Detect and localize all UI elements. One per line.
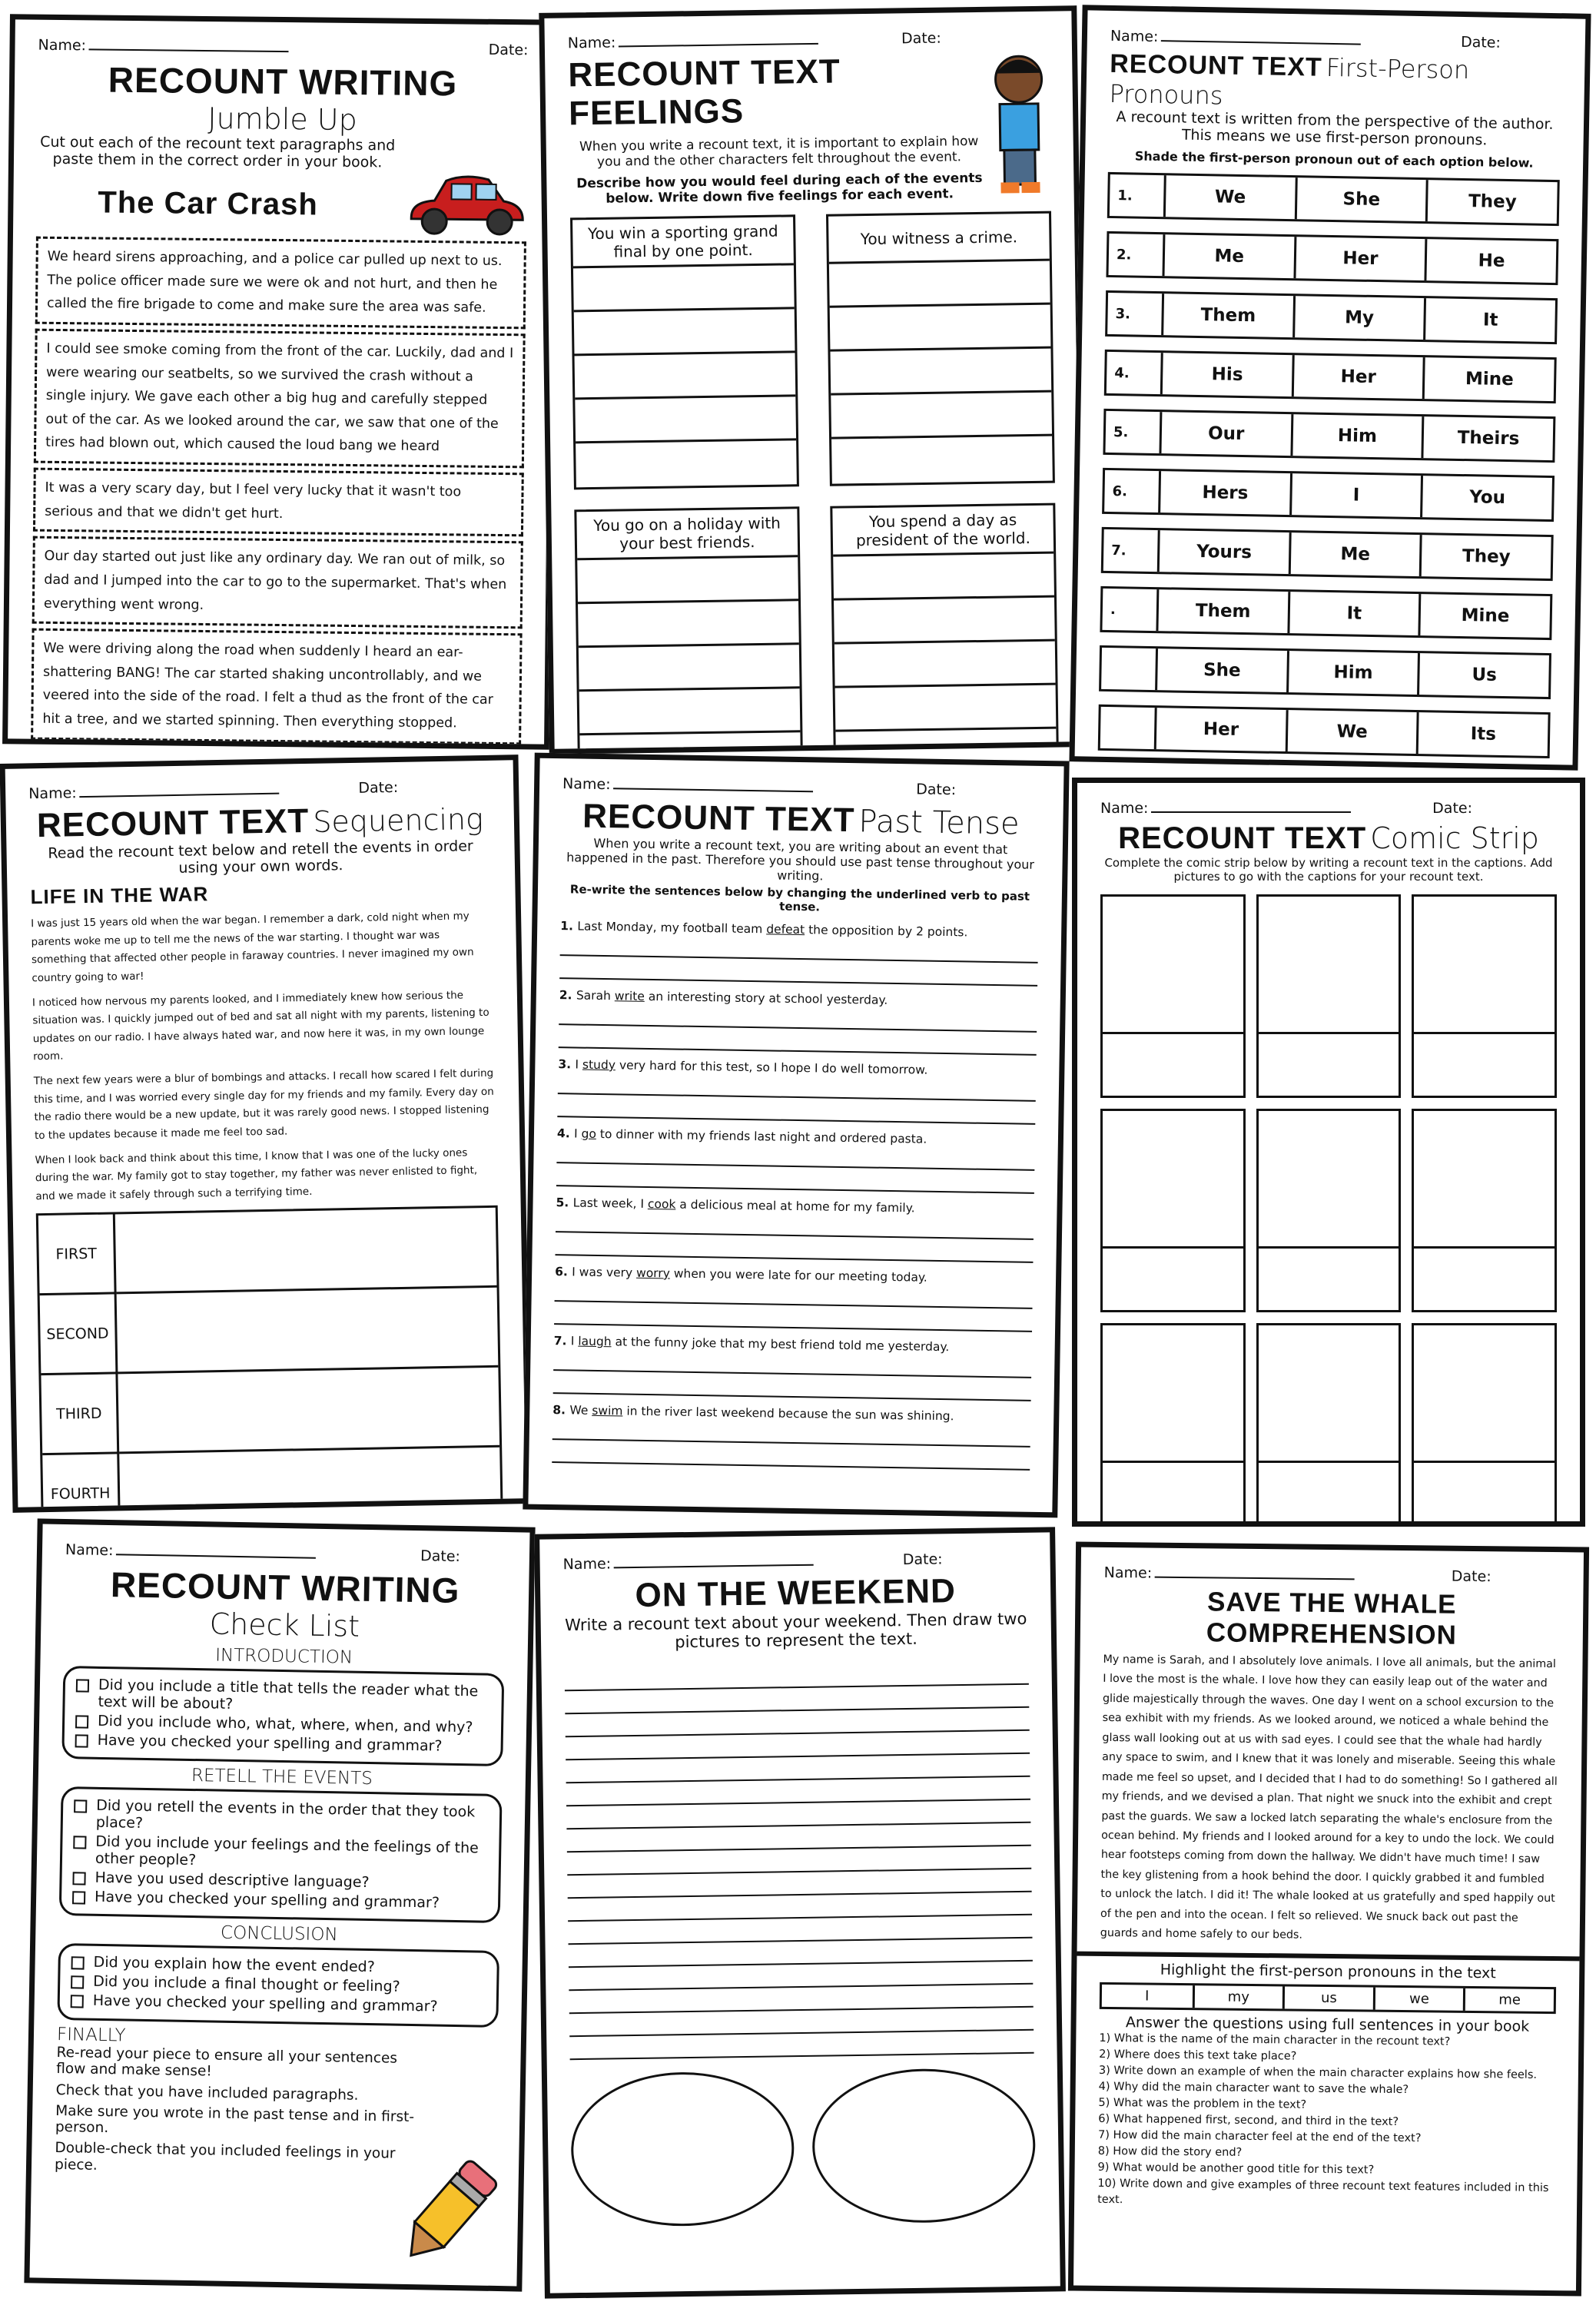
name-label: Name:	[38, 36, 87, 55]
checkbox[interactable]	[71, 1957, 84, 1970]
comprehension-question: 9) What would be another good title for this text?	[1097, 2161, 1375, 2177]
feeling-line[interactable]	[575, 353, 796, 400]
worksheet-save-the-whale	[1068, 1542, 1589, 2297]
checklist-item	[73, 1833, 489, 1874]
comic-panel	[1100, 1323, 1246, 1527]
name-label: Name:	[65, 1541, 114, 1560]
event-prompt: You win a sporting grand final by one point.	[572, 217, 794, 268]
pronoun-row	[1100, 586, 1552, 640]
checklist-text: Have you checked your spelling and grammar?	[97, 1731, 443, 1755]
pronoun-option[interactable]: Its	[1416, 712, 1548, 756]
page-title: ON THE WEEKEND	[635, 1572, 957, 1614]
comic-picture-area[interactable]	[1259, 897, 1399, 1034]
event-prompt: You go on a holiday with your best friends.	[576, 509, 798, 560]
date-label: Date:	[358, 778, 399, 797]
underlined-verb: write	[614, 989, 645, 1003]
pronoun-cell[interactable]: I	[1144, 1988, 1150, 2005]
sad-boy-icon	[987, 50, 1051, 197]
sentence-number: 6.	[555, 1265, 572, 1279]
sentence-text: very hard for this test, so I hope I do well tomorrow.	[615, 1058, 928, 1077]
date-label: Date:	[1451, 1567, 1491, 1586]
checklist-text: Have you used descriptive language?	[95, 1869, 370, 1891]
worksheet-weekend	[534, 1527, 1066, 2298]
pronoun-option[interactable]: Our	[1159, 412, 1291, 456]
comic-panel	[1256, 1109, 1402, 1312]
page-title: RECOUNT TEXT	[582, 797, 855, 840]
pronoun-option[interactable]: They	[1419, 535, 1551, 579]
page-subtitle: Comic Strip	[1370, 821, 1539, 855]
instructions: Complete the comic strip below by writing a recount text in the captions. Add pictures to go with the captions for your recount text.	[1104, 856, 1553, 884]
comprehension-question: 7) How did the main character feel at the end of the text?	[1097, 2128, 1422, 2144]
page-subtitle: First-Person Pronouns	[1109, 52, 1470, 111]
underlined-verb: go	[581, 1126, 597, 1141]
comprehension-question: 4) Why did the main character want to save the whale?	[1098, 2080, 1409, 2096]
comic-panel	[1412, 1109, 1557, 1312]
row-number	[1101, 648, 1156, 690]
sentence-number: 2.	[559, 988, 577, 1003]
underlined-verb: swim	[592, 1403, 623, 1418]
sequence-answer-box[interactable]	[115, 1208, 497, 1295]
feeling-line[interactable]	[578, 601, 799, 648]
comic-picture-area[interactable]	[1103, 1111, 1243, 1249]
pronoun-option[interactable]: Yours	[1157, 530, 1289, 574]
row-number	[1100, 707, 1155, 749]
comic-picture-area[interactable]	[1103, 897, 1243, 1034]
row-number: 2.	[1116, 246, 1132, 263]
checkbox[interactable]	[71, 1976, 84, 1989]
page-title: RECOUNT TEXT	[36, 801, 310, 845]
comprehension-question: 5) What was the problem in the text?	[1098, 2096, 1307, 2111]
feelings-box	[830, 503, 1059, 755]
sequence-label: FOURTH	[42, 1454, 121, 1513]
checklist-text: Did you include who, what, where, when, and why?	[97, 1712, 473, 1736]
checklist-text: Did you include a title that tells the reader what the text will be about?	[98, 1676, 479, 1713]
comic-caption-area[interactable]	[1414, 1463, 1555, 1524]
cut-out-paragraph: I could see smoke coming from the front of the car. Luckily, dad and I were wearing our seatbelts, so we survived the crash without a single injury. We gave each other a big hug and carefully stepped out of the car. As we looked around the car, we saw that one of the tires had blown out, which caused the loud bang we heard	[34, 329, 526, 469]
instructions: Read the recount text below and retell the events in order using your own words.	[48, 837, 473, 877]
sentence-text: to dinner with my friends last night and ordered pasta.	[596, 1126, 927, 1146]
name-label: Name:	[1110, 27, 1159, 46]
feeling-line[interactable]	[575, 396, 796, 443]
pronoun-option[interactable]: She	[1294, 177, 1426, 221]
finally-item: Re-read your piece to ensure all your sentences flow and make sense!	[56, 2044, 398, 2080]
page-subtitle: Past Tense	[858, 804, 1020, 842]
pronoun-option[interactable]: He	[1425, 239, 1557, 283]
underlined-verb: defeat	[766, 922, 805, 937]
finally-item: Check that you have included paragraphs.	[55, 2081, 359, 2104]
page-subtitle: Check List	[209, 1607, 360, 1643]
pronoun-option[interactable]: We	[1285, 710, 1417, 754]
name-label: Name:	[567, 34, 616, 52]
row-number: 7.	[1111, 542, 1126, 559]
sentence-number: 3.	[558, 1057, 576, 1072]
pronoun-option[interactable]: Them	[1156, 589, 1288, 633]
feeling-line[interactable]	[835, 685, 1057, 732]
sentence-number: 8.	[552, 1403, 570, 1418]
comprehension-question: 10) Write down and give examples of three recount text features included in this text.	[1097, 2177, 1549, 2206]
feeling-line[interactable]	[834, 642, 1056, 688]
sentence-text: I	[575, 1057, 583, 1072]
name-label: Name:	[1103, 1564, 1153, 1582]
date-label: Date:	[901, 29, 941, 48]
feeling-line[interactable]	[829, 261, 1050, 308]
story-text: My name is Sarah, and I absolutely love animals. I love all animals, but the animal I love the most is the whale. I love how they can easily leap out of the water and glide majestically through the waves. One day I went on a school excursion to the sea exhibit with my friends. As we looked around, we noticed a whale behind the glass wall looking out at us with sad eyes. I could see that the whale had hardly any space to swim, and I knew that it was lonely and miserable. Seeing this whale made me feel so upset, and I decided that I had to do something! So I gathered all my friends, and we devised a plan. That night we snuck into the exhibit and crept past the guards. We saw a locked latch separating the whale's enclosure from the ocean behind. My friends and I looked around for a key to undo the lock. We could hear footsteps coming from down the hallway. We didn't have much time! I saw the key glistening from a hook behind the door. I quickly grabbed it and fumbled to unlock the latch. I did it! The whale looked at us gratefully and sped happily out of the pen and into the ocean. I felt so relieved. We snuck back out past the guards and home safely to our beds.	[1100, 1653, 1558, 1942]
feelings-box	[826, 211, 1055, 486]
cut-out-paragraph: Our day started out just like any ordinary day. We ran out of milk, so dad and I jumped into the car to go to the supermarket. That's when everything went wrong.	[32, 536, 523, 629]
comic-panel	[1412, 894, 1557, 1098]
pronoun-cell[interactable]: me	[1463, 1988, 1554, 2011]
underlined-verb: worry	[635, 1265, 671, 1281]
red-car-icon	[403, 171, 527, 242]
name-label: Name:	[1100, 800, 1149, 817]
comic-caption-area[interactable]	[1259, 1034, 1399, 1096]
sentence-text: Last Monday, my football team	[577, 919, 767, 937]
underlined-verb: study	[582, 1057, 616, 1073]
pronoun-option[interactable]: His	[1160, 353, 1292, 396]
pronoun-option[interactable]: Mine	[1422, 357, 1555, 401]
pronoun-row	[1107, 172, 1560, 226]
pronoun-cell[interactable]: us	[1282, 1986, 1373, 2009]
feeling-line[interactable]	[573, 265, 795, 312]
pronoun-row	[1103, 409, 1555, 463]
intro: When you write a recount text, you are writing about an event that happened in the past. Therefore you should use past tense throughout your writing.	[566, 835, 1035, 884]
comic-picture-area[interactable]	[1259, 1325, 1399, 1463]
checkbox[interactable]	[75, 1734, 88, 1747]
highlight-heading: Highlight the first-person pronouns in the text	[1160, 1961, 1496, 1982]
instructions: Shade the first-person pronoun out of each option below.	[1134, 148, 1534, 171]
pronoun-option[interactable]: Me	[1288, 532, 1420, 576]
page-title: RECOUNT TEXT FEELINGS	[568, 52, 841, 133]
page-title: RECOUNT TEXT	[1118, 821, 1367, 855]
comprehension-question: 8) How did the story end?	[1097, 2144, 1243, 2159]
checkbox[interactable]	[72, 1891, 85, 1904]
feeling-line[interactable]	[835, 729, 1057, 755]
intro: When you write a recount text, it is important to explain how you and the other characters felt throughout the event.	[579, 133, 979, 170]
checklist-box	[61, 1666, 504, 1766]
checkbox[interactable]	[74, 1800, 87, 1813]
sentence-number: 5.	[556, 1196, 573, 1210]
worksheet-check-list	[24, 1518, 535, 2291]
date-label: Date:	[902, 1550, 943, 1569]
comic-picture-area[interactable]	[1414, 1325, 1555, 1463]
instructions: Re-write the sentences below by changing the underlined verb to past tense.	[569, 882, 1030, 914]
feeling-line[interactable]	[831, 436, 1053, 483]
page-subtitle: Sequencing	[312, 801, 484, 839]
story-paragraph: The next few years were a blur of bombings and attacks. I recall how scared I felt during this time, and I was worried every single day for my friends and my family. Every day on the radio there would be a new update, but it was rarely good news. I stopped listening to the updates because it made me feel too sad.	[33, 1066, 494, 1143]
checkbox[interactable]	[72, 1872, 85, 1885]
finally-heading: FINALLY	[56, 2024, 126, 2046]
pronoun-option[interactable]: Us	[1417, 653, 1549, 697]
comic-picture-area[interactable]	[1259, 1111, 1399, 1249]
feeling-line[interactable]	[579, 688, 801, 735]
checklist-box	[57, 1943, 499, 2028]
pronoun-option[interactable]: They	[1425, 180, 1558, 224]
checklist-box	[59, 1786, 503, 1923]
name-label: Name:	[562, 775, 611, 794]
name-label: Name:	[562, 1555, 612, 1574]
feeling-line[interactable]	[831, 393, 1052, 439]
instructions: Describe how you would feel during each of the events below. Write down five feelings for each event.	[576, 170, 983, 207]
pronoun-row	[1102, 468, 1555, 522]
pronoun-option[interactable]: My	[1292, 296, 1425, 340]
page-subtitle: Jumble Up	[207, 101, 357, 138]
worksheet-past-tense	[523, 753, 1069, 1518]
comic-picture-area[interactable]	[1414, 897, 1555, 1034]
pronoun-row	[1101, 527, 1554, 581]
sequence-answer-box[interactable]	[119, 1448, 501, 1513]
sentence-text: I	[570, 1334, 579, 1348]
sentence-text: a delicious meal at home for my family.	[675, 1197, 915, 1216]
sequence-label: FIRST	[38, 1215, 117, 1296]
feelings-box	[574, 506, 803, 755]
feeling-line[interactable]	[834, 598, 1055, 645]
instructions: Write a recount text about your weekend. Then draw two pictures to represent the text.	[564, 1609, 1027, 1652]
checklist-text: Did you explain how the event ended?	[93, 1954, 375, 1976]
pronoun-option[interactable]: Theirs	[1422, 416, 1554, 460]
finally-item: Make sure you wrote in the past tense and in first-person.	[55, 2102, 415, 2137]
event-prompt: You witness a crime.	[828, 214, 1050, 264]
pronoun-option[interactable]: Hers	[1158, 471, 1290, 515]
comic-caption-area[interactable]	[1414, 1249, 1555, 1310]
feeling-line[interactable]	[833, 554, 1054, 601]
worksheet-sequencing	[0, 755, 531, 1513]
row-number: 5.	[1113, 423, 1129, 440]
date-label: Date:	[1432, 800, 1472, 817]
comic-caption-area[interactable]	[1103, 1034, 1243, 1096]
sentence-number: 7.	[553, 1334, 571, 1348]
feeling-line[interactable]	[830, 349, 1051, 396]
picture-oval-1[interactable]	[570, 2071, 795, 2227]
feeling-line[interactable]	[577, 557, 798, 604]
date-label: Date:	[916, 781, 957, 799]
feelings-box	[570, 214, 799, 489]
sentence-text: We	[569, 1403, 592, 1418]
comic-caption-area[interactable]	[1103, 1249, 1243, 1310]
pronoun-option[interactable]: Him	[1286, 651, 1418, 695]
checkbox[interactable]	[73, 1836, 86, 1849]
pronoun-option[interactable]: It	[1423, 298, 1555, 342]
cut-out-paragraph: We heard sirens approaching, and a police car pulled up next to us. The police officer made sure we were ok and not hurt, and then he called the fire brigade to come and make sure the area was safe.	[35, 237, 526, 330]
pronoun-option[interactable]: Mine	[1418, 594, 1551, 638]
sentence-text: I was very	[572, 1265, 637, 1280]
pronoun-option[interactable]: It	[1287, 592, 1419, 635]
worksheet-pronouns	[1069, 5, 1591, 770]
story-paragraph: When I look back and think about this time, I know that I was one of the lucky ones during the war. My family got to stay together, my father was never enlisted to fight, and we made it safely through such a terrifying time.	[35, 1146, 478, 1202]
checklist-text: Did you include your feelings and the feelings of the other people?	[95, 1832, 479, 1869]
pronoun-option[interactable]: Her	[1293, 237, 1425, 280]
story-paragraph: I noticed how nervous my parents looked, and I immediately knew how serious the situation was. I quickly jumped out of bed and sat all night with my parents, listening to updates on our radio. I have always hated war, and now here it was, in my own lounge room.	[32, 988, 489, 1063]
sentence-text: Last week, I	[572, 1196, 649, 1211]
page-title: SAVE THE WHALE COMPREHENSION	[1206, 1587, 1458, 1650]
row-number: 3.	[1115, 305, 1131, 322]
pronoun-option[interactable]: She	[1155, 648, 1287, 692]
feeling-line[interactable]	[579, 732, 801, 755]
sequence-answer-box[interactable]	[117, 1288, 499, 1375]
checkbox[interactable]	[71, 1995, 84, 2008]
section-heading: CONCLUSION	[220, 1923, 338, 1945]
feeling-line[interactable]	[579, 645, 800, 692]
row-number: 4.	[1114, 364, 1130, 381]
comprehension-question: 3) Write down an example of when the main character explains how she feels.	[1098, 2064, 1538, 2081]
cut-out-paragraph: We were driving along the road when suddenly I heard an ear-shattering BANG! The car started shaking uncontrollably, and we veered into the side of the road. I felt a thud as the front of the car hit a tree, and we started spinning. Then everything stopped.	[31, 628, 522, 745]
checklist-text: Did you include a final thought or feeling?	[93, 1973, 400, 1996]
comic-panel	[1256, 1323, 1402, 1527]
row-number: 6.	[1112, 483, 1128, 499]
sentence-number: 4.	[556, 1126, 575, 1141]
sentence-text: Sarah	[576, 988, 616, 1003]
instructions: Cut out each of the recount text paragraphs and paste them in the correct order in your book.	[40, 133, 396, 171]
checkbox[interactable]	[75, 1715, 88, 1728]
date-label: Date:	[1460, 33, 1501, 51]
pronoun-option[interactable]: You	[1420, 476, 1552, 519]
sentence-text: an interesting story at school yesterday.	[644, 989, 888, 1007]
sentence-text: the opposition by 2 points.	[805, 923, 968, 940]
event-prompt: You spend a day as president of the world.	[832, 506, 1053, 557]
sentence-text: in the river last weekend because the sun was shining.	[622, 1404, 954, 1424]
pronoun-row	[1105, 290, 1558, 344]
row-number: 1.	[1117, 187, 1133, 204]
page-title: RECOUNT WRITING	[108, 59, 458, 104]
checklist-item	[74, 1798, 489, 1839]
comic-picture-area[interactable]	[1414, 1111, 1555, 1249]
sequence-label: SECOND	[40, 1295, 118, 1376]
checkbox[interactable]	[76, 1679, 89, 1692]
comic-panel	[1412, 1323, 1557, 1527]
picture-oval-2[interactable]	[811, 2068, 1037, 2224]
sequence-answer-box[interactable]	[118, 1368, 499, 1454]
comic-panel	[1100, 1109, 1246, 1312]
comic-panel	[1100, 894, 1246, 1098]
comprehension-question: 1) What is the name of the main character in the recount text?	[1099, 2031, 1451, 2048]
sentence-number: 1.	[560, 919, 578, 934]
pronoun-cell[interactable]: my	[1192, 1985, 1282, 2008]
finally-item: Double-check that you included feelings in your piece.	[54, 2140, 396, 2174]
section-heading: RETELL THE EVENTS	[191, 1766, 373, 1789]
comic-panel	[1256, 894, 1402, 1098]
worksheet-feelings	[539, 5, 1087, 755]
name-label: Name:	[28, 784, 77, 803]
comic-caption-area[interactable]	[1259, 1463, 1399, 1524]
date-label: Date:	[420, 1547, 461, 1566]
checklist-text: Have you checked your spelling and grammar?	[94, 1888, 440, 1912]
pronoun-option[interactable]: Her	[1154, 708, 1286, 751]
story-title: The Car Crash	[98, 185, 319, 222]
comic-picture-area[interactable]	[1103, 1325, 1243, 1463]
questions-heading: Answer the questions using full sentences in your book	[1125, 2013, 1530, 2035]
feeling-line[interactable]	[830, 305, 1051, 352]
pronoun-row	[1099, 645, 1551, 699]
feeling-line[interactable]	[576, 440, 797, 487]
comprehension-question: 6) What happened first, second, and third in the text?	[1098, 2112, 1399, 2128]
pronoun-option[interactable]: Her	[1291, 355, 1423, 399]
pencil-icon	[394, 2154, 504, 2270]
underlined-verb: cook	[647, 1196, 676, 1212]
story-paragraph: I was just 15 years old when the war began. I remember a dark, cold night when my parents woke me up to tell me the news of the war starting. I thought war was something that affected other people in faraway countries. I never imagined my own country going to war!	[31, 910, 474, 985]
name-date-row	[38, 37, 528, 59]
sentence-text: at the funny joke that my best friend told me yesterday.	[611, 1335, 950, 1355]
comprehension-question: 2) Where does this text take place?	[1099, 2048, 1297, 2063]
section-heading: INTRODUCTION	[214, 1645, 353, 1668]
sentence-text: when you were late for our meeting today.	[669, 1266, 927, 1285]
sentence-text: I	[573, 1126, 582, 1141]
cut-out-paragraph: It was a very scary day, but I feel very lucky that it wasn't too serious and that we didn't get hurt.	[33, 468, 524, 537]
pronoun-option[interactable]: Me	[1163, 234, 1295, 278]
page-title: RECOUNT WRITING	[110, 1564, 460, 1611]
pronoun-row	[1104, 350, 1557, 403]
worksheet-jumble-up	[2, 14, 557, 749]
sequence-label: THIRD	[41, 1375, 119, 1456]
pronoun-option[interactable]: We	[1163, 175, 1296, 219]
worksheet-comic-strip	[1072, 778, 1585, 1527]
comic-caption-area[interactable]	[1259, 1249, 1399, 1310]
pronoun-option[interactable]: Him	[1290, 414, 1422, 458]
story-title: LIFE IN THE WAR	[30, 882, 209, 909]
pronoun-option[interactable]: I	[1289, 473, 1422, 517]
comic-caption-area[interactable]	[1103, 1463, 1243, 1524]
comic-caption-area[interactable]	[1414, 1034, 1555, 1096]
underlined-verb: laugh	[578, 1334, 612, 1349]
checklist-text: Did you retell the events in the order that they took place?	[95, 1797, 476, 1832]
pronoun-row	[1106, 231, 1558, 285]
pronoun-cell[interactable]: we	[1373, 1987, 1464, 2010]
checklist-item	[75, 1677, 491, 1717]
page-title: RECOUNT TEXT	[1109, 48, 1323, 82]
pronoun-option[interactable]: Them	[1161, 294, 1293, 337]
intro: A recount text is written from the perspective of the author. This means we use first-person pronouns.	[1116, 108, 1554, 149]
date-label: Date:	[488, 41, 529, 59]
checklist-text: Have you checked your spelling and grammar?	[92, 1992, 438, 2015]
feeling-line[interactable]	[574, 309, 795, 356]
row-number: .	[1110, 601, 1116, 618]
pronoun-row	[1098, 705, 1551, 758]
